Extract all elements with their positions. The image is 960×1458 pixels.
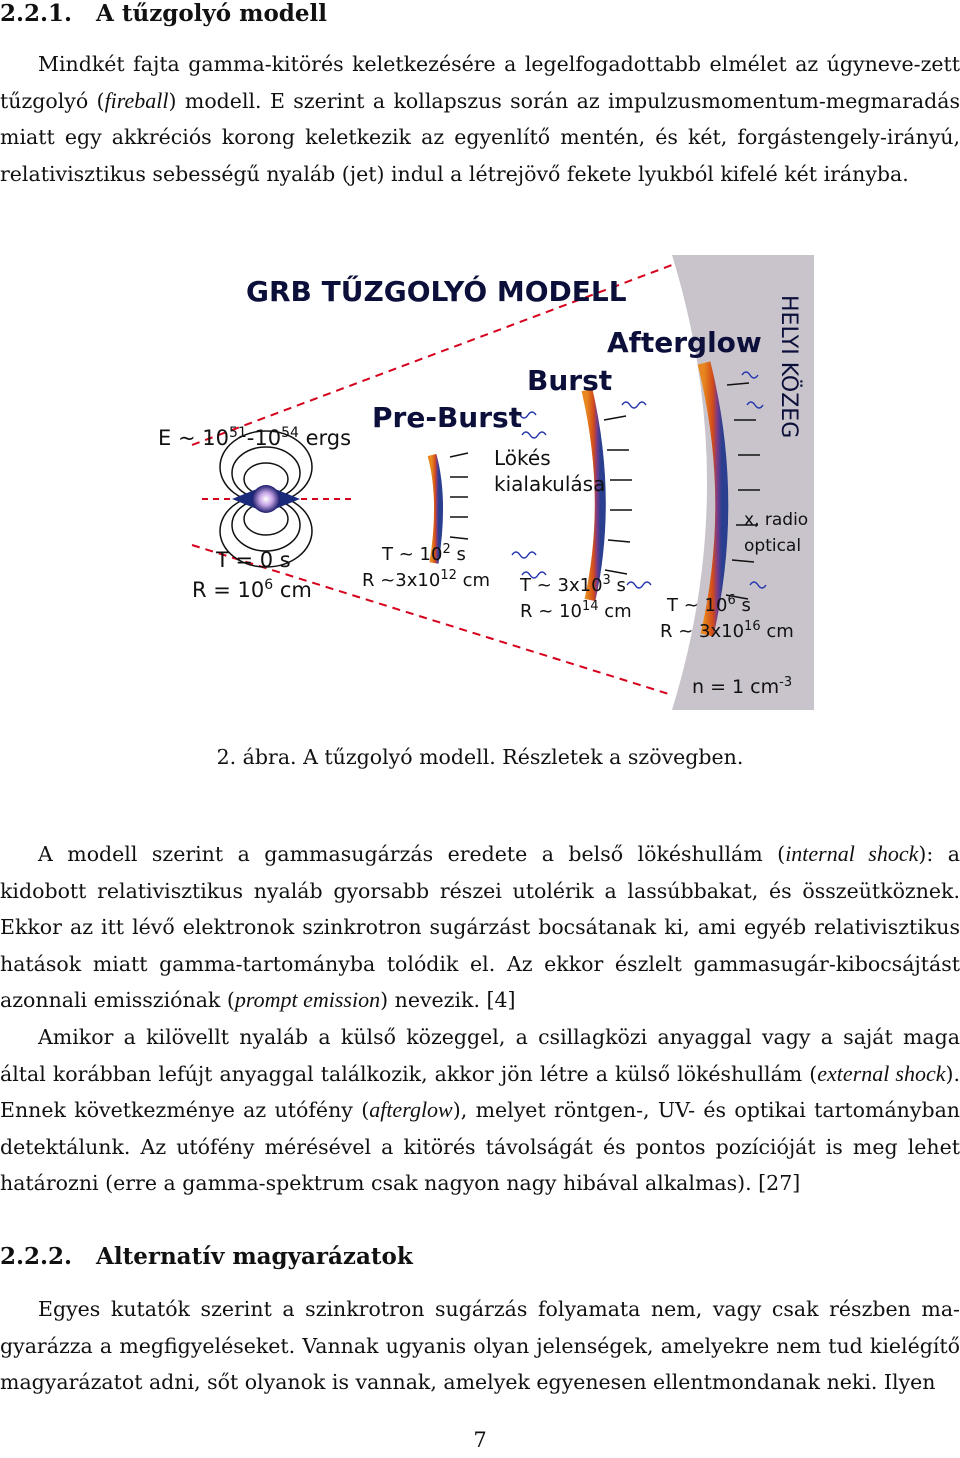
energy-label: E ~ $10^{51}-10^{54}$ ergs: [158, 425, 352, 450]
local-medium-label: HELYI KÖZEG: [776, 295, 801, 439]
italic-term: prompt emission: [234, 987, 381, 1012]
paragraph-external-shock: [0, 1019, 960, 1202]
paragraph-internal-shock: [0, 836, 960, 1019]
t2-label: T ~ $3x10^3$ s: [520, 573, 626, 596]
paragraph-alternatives: [0, 1291, 960, 1401]
density-label: n = 1 $cm^{-3}$: [692, 675, 793, 698]
paragraph-text: ), melyet röntgen-, UV- és optikai tartományban detektálunk. Az utófény mérésével a kitörés távolságát és pontos pozícióját is meg lehet határozni (erre a gamma-spektrum csak nagyon nagy hibával alkalmas). [27]: [0, 1098, 960, 1195]
paragraph-text: ): a kidobott relativisztikus nyaláb gyorsabb részei utolérik a lassúbbakat, és összeütköznek. Ekkor az itt lévő elektronok szinkrotron sugárzást bocsátanak ki, ami egyéb relativisztikus hatások miatt gamma-tartományba tolódik el. Az ekkor észlelt gammasugár-kibocsájtást azonnali emissziónak (: [0, 842, 960, 1012]
paragraph-text: ) modell. E szerint a kollapszus során az impulzusmomentum-megmaradás miatt egy akkréciós korong keletkezik az egyenlítő mentén, és két, forgástengely-irányú, relativisztikus sebességű nyaláb (jet) indul a létrejövő fekete lyukból kifelé két irányba.: [0, 88, 960, 186]
preburst-label: Pre-Burst: [372, 401, 523, 434]
fireball-model-figure: [158, 255, 814, 710]
r1-label: R $\sim 3x10^{12}$ cm: [362, 568, 491, 591]
section-title: A tűzgolyó modell: [96, 0, 327, 27]
paragraph-text: Amikor a kilövellt nyaláb a külső közeggel, a csillagközi anyaggal vagy a saját maga által korábban lefújt anyaggal találkozik, akkor jön létre a külső lökéshullám (: [0, 1025, 960, 1086]
paragraph-text: Mindkét fajta gamma-kitörés keletkezésére a legelfogadottabb elmélet az úgyneve-zett tűzgolyó (: [0, 52, 960, 113]
shock-label: Lökés kialakulása: [494, 446, 606, 496]
t1-label: T ~ $10^2$ s: [382, 542, 466, 565]
t0-label: T = 0 s: [216, 548, 291, 572]
r2-label: R ~ $10^{14}$ cm: [520, 599, 632, 622]
paragraph-text: Egyes kutatók szerint a szinkrotron sugárzás folyamata nem, vagy csak részben ma-gyarázza a megfigyeléseket. Vannak ugyanis olyan jelenségek, amelyekre nem tud kielégítő magyarázatot adni, sőt olyanok is vannak, amelyek egyenesen ellentmondanak neki. Ilyen: [0, 1297, 960, 1394]
paragraph-text: ) nevezik. [4]: [380, 988, 516, 1012]
paragraph-text: A modell szerint a gammasugárzás eredete a belső lökéshullám (: [38, 842, 786, 866]
r0-label: $R = 10^6$ cm: [192, 577, 312, 602]
section-heading-alternatives: [0, 1243, 413, 1270]
figure-diagram: [158, 255, 814, 710]
figure-caption: 2. ábra. A tűzgolyó modell. Részletek a szövegben.: [216, 745, 744, 769]
page-number: 7: [473, 1428, 487, 1452]
afterglow-label: Afterglow: [607, 326, 762, 359]
italic-term: afterglow: [369, 1097, 453, 1122]
italic-term: external shock: [817, 1060, 946, 1086]
section-heading-fireball: [0, 0, 327, 27]
italic-term: fireball: [104, 87, 169, 113]
section-title: Alternatív magyarázatok: [96, 1243, 413, 1270]
paragraph-intro: [0, 46, 960, 192]
burst-label: Burst: [527, 364, 613, 397]
t3-label: T ~ $10^6$ s: [667, 593, 751, 616]
figure-title: GRB TŰZGOLYÓ MODELL: [246, 275, 627, 308]
section-number: 2.2.2.: [0, 1243, 73, 1270]
central-engine-icon: [252, 485, 280, 513]
r3-label: R ~ $3x10^{16}$ cm: [660, 619, 794, 642]
emission-bands-label: x, radio optical: [744, 510, 809, 556]
paragraph-text: ). Ennek következménye az utófény (: [0, 1061, 960, 1122]
section-number: 2.2.1.: [0, 0, 73, 27]
italic-term: internal shock: [785, 841, 919, 866]
